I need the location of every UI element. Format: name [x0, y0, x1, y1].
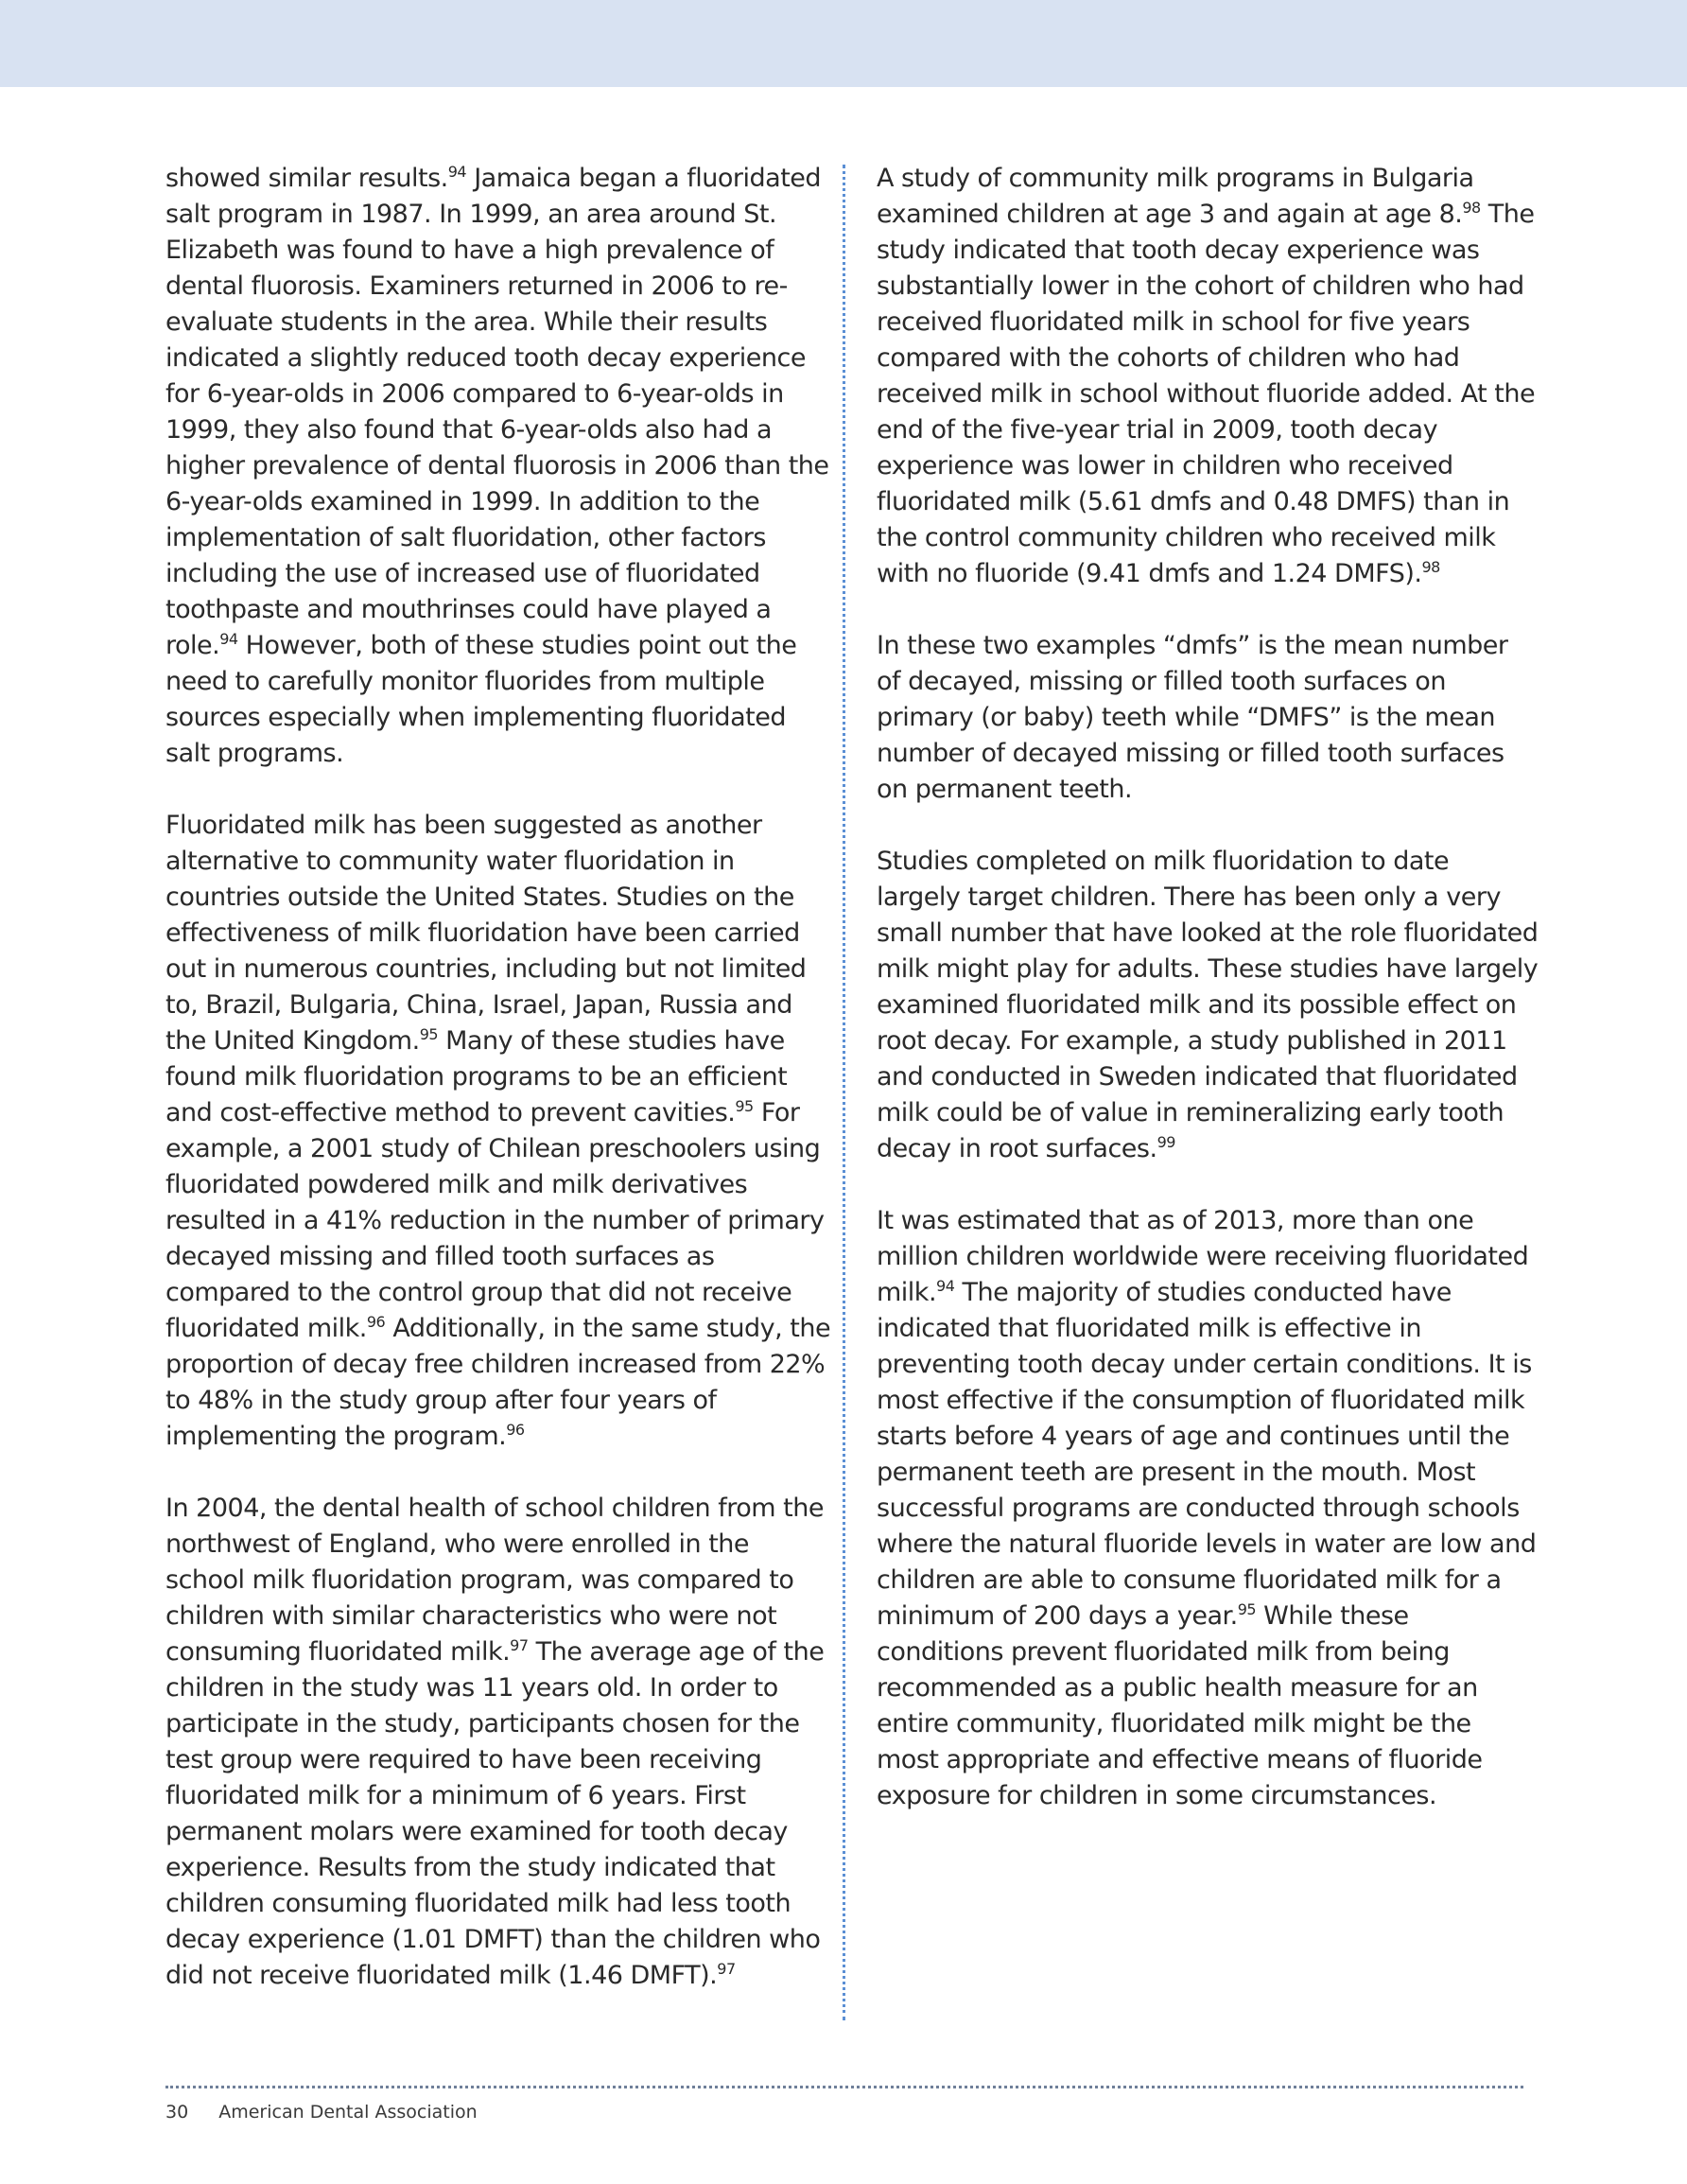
citation-superscript: 94: [936, 1277, 955, 1295]
paragraph-text: In 2004, the dental health of school children from the northwest of England, who were enrolled in the school milk fluoridation program, was compared to children with similar characteristics who were not consuming fluoridated milk.: [165, 1494, 824, 1667]
page-number: 30: [165, 2102, 189, 2123]
paragraph-text: In these two examples “dmfs” is the mean number of decayed, missing or filled tooth surfaces on primary (or baby) teeth while “DMFS” is the mean number of decayed missing or filled tooth surfaces on permanent teeth.: [877, 631, 1508, 804]
header-band: [0, 0, 1687, 87]
citation-superscript: 99: [1157, 1133, 1175, 1151]
paragraph-text: Jamaica began a fluoridated salt program in 1987. In 1999, an area around St. Elizabeth was found to have a high prevalence of dental fluorosis. Examiners returned in 2006 to re-evaluate students in the area. While their results indicated a slightly reduced tooth decay experience for 6-year-olds in 2006 compared to 6-year-olds in 1999, they also found that 6-year-olds also had a higher prevalence of dental fluorosis in 2006 than the 6-year-olds examined in 1999. In addition to the implementation of salt fluoridation, other factors including the use of increased use of fluoridated toothpaste and mouthrinses could have played a role.: [165, 164, 829, 660]
paragraph-text: A study of community milk programs in Bulgaria examined children at age 3 and again at age 8.: [877, 164, 1474, 229]
citation-superscript: 98: [1462, 199, 1481, 217]
body-paragraph: [877, 1203, 1539, 1814]
paragraph-text: Additionally, in the same study, the proportion of decay free children increased from 22% to 48% in the study group after four years of implementing the program.: [165, 1314, 831, 1451]
paragraph-text: The average age of the children in the study was 11 years old. In order to participate in the study, participants chosen for the test group were required to have been receiving fluoridated milk for a minimum of 6 years. First permanent molars were examined for tooth decay experience. Results from the study indicated that children consuming fluoridated milk had less tooth decay experience (1.01 DMFT) than the children who did not receive fluoridated milk (1.46 DMFT).: [165, 1637, 825, 1990]
citation-superscript: 97: [717, 1960, 736, 1978]
paragraph-text: Many of these studies have found milk fluoridation programs to be an efficient and cost-effective method to prevent cavities.: [165, 1026, 788, 1127]
citation-superscript: 98: [1421, 558, 1440, 576]
body-paragraph: [165, 808, 832, 1455]
body-paragraph: [877, 628, 1539, 808]
body-paragraph: [877, 161, 1539, 592]
body-paragraph: [165, 1491, 832, 1994]
body-paragraph: [165, 161, 832, 772]
footer-divider: [165, 2086, 1523, 2088]
paragraph-text: The majority of studies conducted have indicated that fluoridated milk is effective in preventing tooth decay under certain conditions. It is most effective if the consumption of fluoridated milk starts before 4 years of age and continues until the permanent teeth are present in the mouth. Most successful programs are conducted through schools where the natural fluoride levels in water are low and children are able to consume fluoridated milk for a minimum of 200 days a year.: [877, 1278, 1537, 1631]
paragraph-text: It was estimated that as of 2013, more than one million children worldwide were receiving fluoridated milk.: [877, 1206, 1529, 1307]
citation-superscript: 95: [1237, 1600, 1257, 1618]
citation-superscript: 95: [419, 1025, 439, 1043]
paragraph-text: Studies completed on milk fluoridation to date largely target children. There has been only a very small number that have looked at the role fluoridated milk might play for adults. These studies have largely examined fluoridated milk and its possible effect on root decay. For example, a study published in 2011 and conducted in Sweden indicated that fluoridated milk could be of value in remineralizing early tooth decay in root surfaces.: [877, 847, 1539, 1163]
paragraph-text: However, both of these studies point out the need to carefully monitor fluorides from multiple sources especially when implementing fluoridated salt programs.: [165, 631, 797, 768]
column-divider: [843, 165, 845, 2020]
citation-superscript: 94: [219, 630, 238, 648]
paragraph-text: While these conditions prevent fluoridated milk from being recommended as a public health measure for an entire community, fluoridated milk might be the most appropriate and effective means of fluoride exposure for children in some circumstances.: [877, 1601, 1483, 1810]
citation-superscript: 96: [506, 1421, 525, 1439]
right-column: [877, 161, 1539, 1814]
citation-superscript: 94: [447, 163, 467, 181]
body-paragraph: [877, 844, 1539, 1167]
paragraph-text: Fluoridated milk has been suggested as another alternative to community water fluoridation in countries outside the United States. Studies on the effectiveness of milk fluoridation have been carried out in numerous countries, including but not limited to, Brazil, Bulgaria, China, Israel, Japan, Russia and the United Kingdom.: [165, 811, 807, 1056]
page-footer: [165, 2102, 478, 2123]
citation-superscript: 96: [366, 1313, 386, 1331]
paragraph-text: The study indicated that tooth decay experience was substantially lower in the cohort of children who had received fluoridated milk in school for five years compared with the cohorts of children who had received milk in school without fluoride added. At the end of the five-year trial in 2009, tooth decay experience was lower in children who received fluoridated milk (5.61 dmfs and 0.48 DMFS) than in the control community children who received milk with no fluoride (9.41 dmfs and 1.24 DMFS).: [877, 200, 1536, 588]
citation-superscript: 97: [510, 1636, 529, 1654]
paragraph-text: showed similar results.: [165, 164, 448, 193]
left-column: [165, 161, 832, 1994]
citation-superscript: 95: [735, 1097, 754, 1115]
paragraph-text: For example, a 2001 study of Chilean preschoolers using fluoridated powdered milk and milk derivatives resulted in a 41% reduction in the number of primary decayed missing and filled tooth surfaces as compared to the control group that did not receive fluoridated milk.: [165, 1098, 825, 1343]
publisher-name: American Dental Association: [218, 2102, 478, 2123]
